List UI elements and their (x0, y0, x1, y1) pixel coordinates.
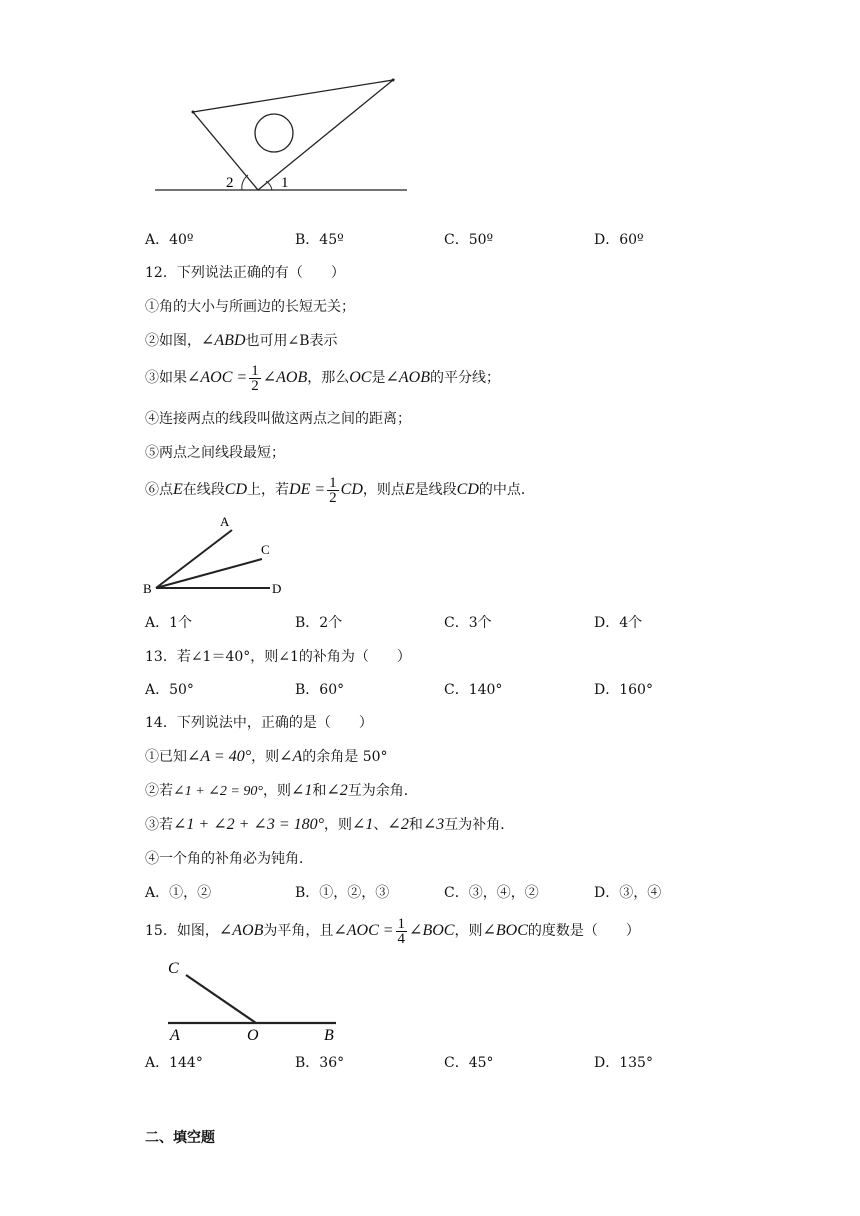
q12-option-b: B．2个 (295, 615, 343, 631)
q15-label-o: O (247, 1027, 259, 1044)
q13-stem: 13．若∠1＝40°，则∠1的补角为（ ） (145, 649, 411, 665)
q12-option-a: A．1个 (145, 615, 193, 631)
q13-option-b: B．60° (295, 682, 345, 698)
q11-label-2: 2 (226, 175, 234, 191)
q11-figure (150, 70, 420, 200)
q15-option-d: D．135° (594, 1055, 653, 1071)
q15-label-b: B (324, 1027, 334, 1044)
q15-option-c: C．45° (444, 1055, 494, 1071)
q12-statement-1: ①角的大小与所画边的长短无关； (145, 299, 355, 315)
q12-statement-4: ④连接两点的线段叫做这两点之间的距离； (145, 411, 411, 427)
q12-option-c: C．3个 (444, 615, 492, 631)
q11-option-c: C．50º (444, 232, 494, 248)
q15-label-a: A (170, 1027, 180, 1044)
q15-stem: 15．如图，∠AOB为平角，且∠AOC = $\frac{1}{4}$ ∠BOC，则∠BOC的度数是（ ） (145, 915, 640, 947)
q12-label-a: A (220, 514, 230, 529)
q14-statement-4: ④一个角的补角必为钝角． (145, 851, 313, 867)
q12-statement-6: ⑥点E在线段CD上，若DE = $\frac{1}{2}$ CD，则点E是线段CD的中点． (145, 474, 535, 506)
q12-statement-3: ③如果∠AOC = $\frac{1}{2}$ ∠AOB，那么OC是∠AOB的平分线； (145, 362, 500, 394)
q15-option-b: B．36° (295, 1055, 345, 1071)
q12-statement-2: ②如图，∠ABD也可用∠B表示 (145, 332, 338, 349)
q11-option-d: D．60º (594, 232, 644, 248)
q12-fraction-half-2: $\frac{1}{2}$ (329, 474, 337, 506)
q12-label-b: B (143, 581, 152, 596)
q15-option-a: A．144° (145, 1055, 203, 1071)
q12-stem: 12．下列说法正确的有（ ） (145, 265, 345, 281)
q12-statement-5: ⑤两点之间线段最短； (145, 445, 285, 461)
q12-fraction-half: $\frac{1}{2}$ (251, 362, 259, 394)
q13-option-c: C．140° (444, 682, 503, 698)
q14-statement-2: ②若∠1 + ∠2 = 90°，则∠1和∠2互为余角． (145, 782, 418, 799)
q15-figure (160, 952, 350, 1044)
q13-option-d: D．160° (594, 682, 653, 698)
section-fill-in-title: 二、填空题 (145, 1130, 215, 1146)
q15-ray-oc (186, 975, 256, 1023)
q14-option-c: C．③，④，② (444, 885, 539, 901)
q11-circle (255, 114, 293, 152)
q15-label-c: C (168, 960, 179, 977)
q14-option-a: A．①，② (145, 885, 212, 901)
q11-option-a: A．40º (145, 232, 194, 248)
q11-option-b: B．45º (295, 232, 344, 248)
q14-option-b: B．①，②，③ (295, 885, 390, 901)
q12-figure (140, 512, 300, 602)
q15-fraction-quarter: $\frac{1}{4}$ (397, 915, 406, 947)
q13-option-a: A．50° (145, 682, 194, 698)
q12-label-d: D (272, 581, 282, 596)
q12-ray-ba (156, 530, 232, 588)
q14-statement-1: ①已知∠A = 40°，则∠A的余角是 50° (145, 748, 388, 765)
q14-stem: 14．下列说法中，正确的是（ ） (145, 715, 373, 731)
q14-option-d: D．③，④ (594, 885, 662, 901)
q12-ray-bc (156, 559, 262, 588)
q12-option-d: D．4个 (594, 615, 643, 631)
q11-label-1: 1 (281, 175, 289, 191)
q12-label-c: C (261, 542, 270, 557)
q14-statement-3: ③若∠1 + ∠2 + ∠3 = 180°，则∠1、∠2和∠3互为补角． (145, 816, 515, 833)
